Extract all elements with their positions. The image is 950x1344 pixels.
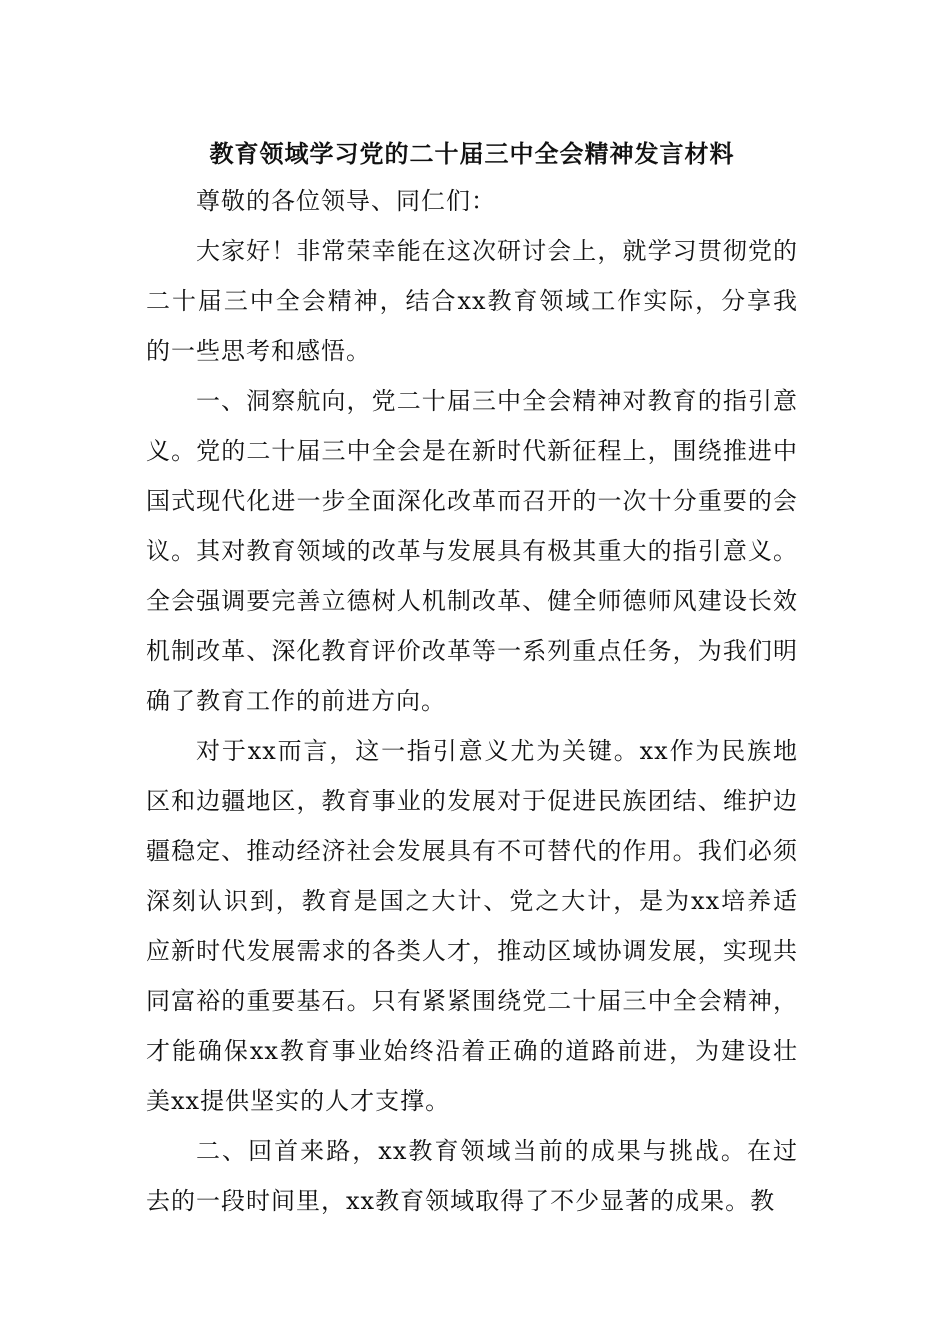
document-title: 教育领域学习党的二十届三中全会精神发言材料 <box>209 139 735 168</box>
regional-significance-paragraph: 对于xx而言，这一指引意义尤为关键。xx作为民族地区和边疆地区，教育事业的发展对于促进民族团结、维护边疆稳定、推动经济社会发展具有不可替代的作用。我们必须深刻认识到，教育是国之大计、党之大计，是为xx培养适应新时代发展需求的各类人才，推动区域协调发展，实现共同富裕的重要基石。只有紧紧围绕党二十届三中全会精神，才能确保xx教育事业始终沿着正确的道路前进，为建设壮美xx提供坚实的人才支撑。 <box>146 737 798 1115</box>
salutation-paragraph: 尊敬的各位领导、同仁们： <box>196 187 496 215</box>
section-one-paragraph: 一、洞察航向，党二十届三中全会精神对教育的指引意义。党的二十届三中全会是在新时代新征程上，围绕推进中国式现代化进一步全面深化改革而召开的一次十分重要的会议。其对教育领域的改革与发展具有极其重大的指引意义。全会强调要完善立德树人机制改革、健全师德师风建设长效机制改革、深化教育评价改革等一系列重点任务，为我们明确了教育工作的前进方向。 <box>146 387 798 715</box>
section-two-paragraph: 二、回首来路，xx教育领域当前的成果与挑战。在过去的一段时间里，xx教育领域取得了不少显著的成果。教 <box>146 1137 798 1215</box>
greeting-paragraph: 大家好！非常荣幸能在这次研讨会上，就学习贯彻党的二十届三中全会精神，结合xx教育领域工作实际，分享我的一些思考和感悟。 <box>146 237 798 365</box>
document-body <box>146 132 798 1226</box>
